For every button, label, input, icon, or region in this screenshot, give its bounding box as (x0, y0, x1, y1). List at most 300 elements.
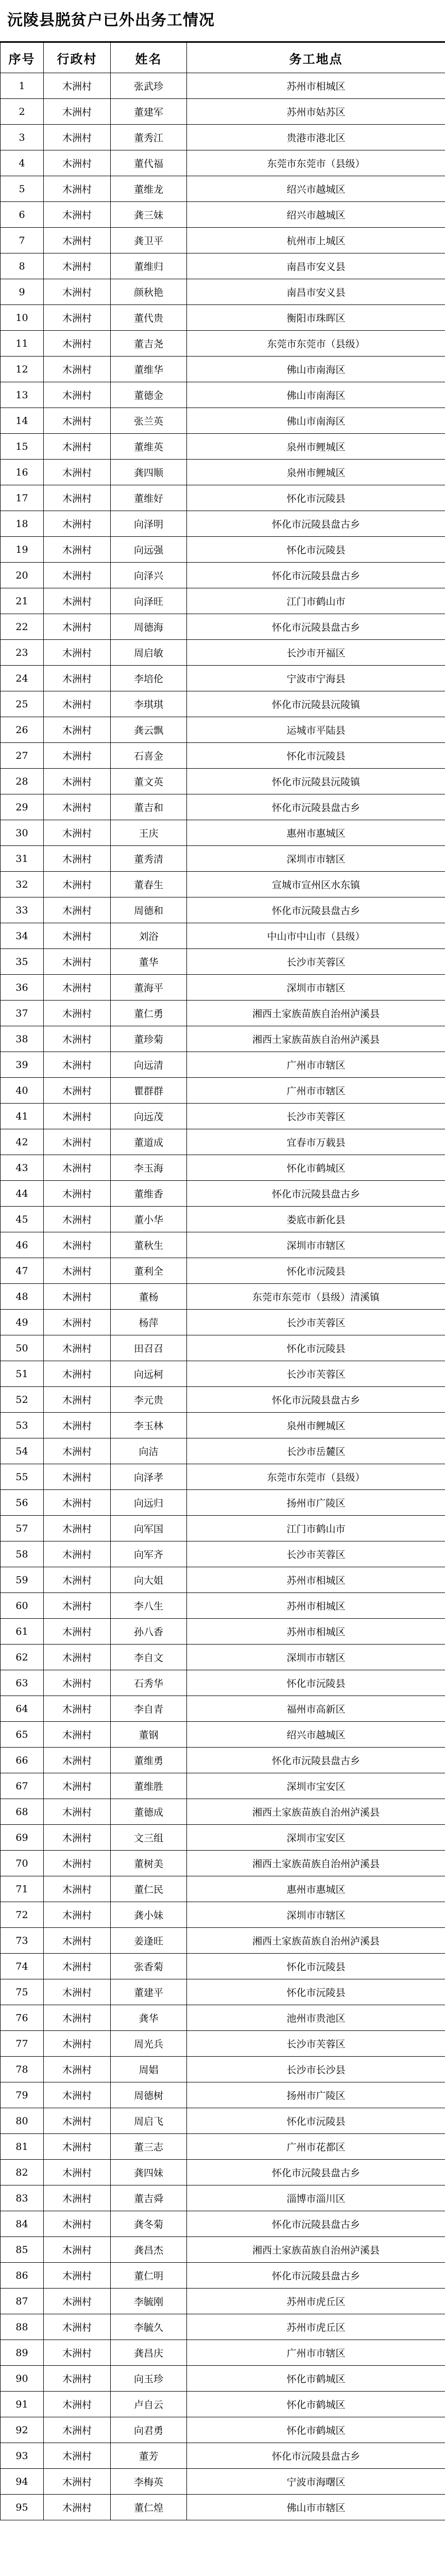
cell-name: 杨萍 (111, 1310, 187, 1335)
cell-index: 7 (1, 228, 44, 253)
table-row (1, 1310, 445, 1335)
cell-village: 木洲村 (44, 1541, 111, 1567)
cell-name: 周启飞 (111, 2108, 187, 2134)
cell-index: 34 (1, 923, 44, 949)
cell-index: 60 (1, 1593, 44, 1619)
cell-village: 木洲村 (44, 2057, 111, 2082)
table-row (1, 511, 445, 537)
cell-name: 李自青 (111, 1696, 187, 1722)
table-row (1, 1207, 445, 1232)
cell-index: 27 (1, 743, 44, 769)
cell-name: 龚冬菊 (111, 2211, 187, 2237)
cell-work-location: 泉州市鲤城区 (187, 434, 445, 460)
cell-village: 木洲村 (44, 1954, 111, 1979)
cell-village: 木洲村 (44, 1026, 111, 1052)
cell-village: 木洲村 (44, 1361, 111, 1387)
cell-index: 1 (1, 73, 44, 99)
cell-village: 木洲村 (44, 1438, 111, 1464)
table-row (1, 1773, 445, 1799)
cell-village: 木洲村 (44, 2392, 111, 2417)
table-row (1, 1696, 445, 1722)
cell-name: 李毓刚 (111, 2289, 187, 2314)
cell-index: 61 (1, 1619, 44, 1645)
cell-work-location: 深圳市市辖区 (187, 846, 445, 872)
cell-village: 木洲村 (44, 1335, 111, 1361)
table-row (1, 1026, 445, 1052)
cell-work-location: 怀化市沅陵县盘古乡 (187, 2211, 445, 2237)
cell-index: 50 (1, 1335, 44, 1361)
cell-name: 董仁煌 (111, 2495, 187, 2520)
table-row (1, 2289, 445, 2314)
cell-name: 向军齐 (111, 1541, 187, 1567)
cell-village: 木洲村 (44, 1928, 111, 1954)
cell-name: 张兰英 (111, 408, 187, 434)
cell-index: 79 (1, 2082, 44, 2108)
cell-village: 木洲村 (44, 253, 111, 279)
cell-index: 92 (1, 2417, 44, 2443)
cell-index: 40 (1, 1078, 44, 1104)
cell-village: 木洲村 (44, 1902, 111, 1928)
cell-village: 木洲村 (44, 897, 111, 923)
cell-index: 71 (1, 1876, 44, 1902)
cell-village: 木洲村 (44, 1490, 111, 1516)
cell-name: 瞿群群 (111, 1078, 187, 1104)
cell-village: 木洲村 (44, 511, 111, 537)
cell-index: 17 (1, 485, 44, 511)
cell-index: 31 (1, 846, 44, 872)
table-row (1, 2134, 445, 2160)
cell-name: 董芳 (111, 2443, 187, 2469)
cell-name: 董利全 (111, 1258, 187, 1284)
cell-village: 木洲村 (44, 331, 111, 357)
cell-index: 21 (1, 588, 44, 614)
table-row (1, 1979, 445, 2005)
cell-village: 木洲村 (44, 1310, 111, 1335)
table-row (1, 1541, 445, 1567)
cell-name: 龚四妹 (111, 2160, 187, 2185)
cell-index: 20 (1, 563, 44, 588)
cell-village: 木洲村 (44, 2469, 111, 2495)
cell-work-location: 苏州市相城区 (187, 1567, 445, 1593)
cell-work-location: 娄底市新化县 (187, 1207, 445, 1232)
table-row (1, 1464, 445, 1490)
cell-village: 木洲村 (44, 743, 111, 769)
table-row (1, 331, 445, 357)
cell-name: 李琪琪 (111, 691, 187, 717)
cell-village: 木洲村 (44, 408, 111, 434)
cell-village: 木洲村 (44, 357, 111, 382)
cell-name: 周德海 (111, 614, 187, 640)
cell-index: 32 (1, 872, 44, 897)
cell-index: 33 (1, 897, 44, 923)
cell-index: 63 (1, 1670, 44, 1696)
cell-index: 48 (1, 1284, 44, 1310)
cell-village: 木洲村 (44, 1851, 111, 1876)
table-row (1, 228, 445, 253)
cell-name: 周德树 (111, 2082, 187, 2108)
worker-table (0, 42, 445, 2520)
cell-village: 木洲村 (44, 1232, 111, 1258)
table-row (1, 1876, 445, 1902)
table-row (1, 1851, 445, 1876)
cell-village: 木洲村 (44, 176, 111, 202)
cell-work-location: 怀化市沅陵县盘古乡 (187, 2263, 445, 2289)
cell-index: 95 (1, 2495, 44, 2520)
cell-village: 木洲村 (44, 1876, 111, 1902)
table-row (1, 176, 445, 202)
cell-work-location: 南昌市安义县 (187, 253, 445, 279)
cell-village: 木洲村 (44, 1001, 111, 1026)
cell-index: 65 (1, 1722, 44, 1748)
table-row (1, 357, 445, 382)
cell-work-location: 怀化市沅陵县沅陵镇 (187, 769, 445, 794)
cell-village: 木洲村 (44, 1052, 111, 1078)
cell-village: 木洲村 (44, 99, 111, 125)
cell-village: 木洲村 (44, 2314, 111, 2340)
cell-village: 木洲村 (44, 717, 111, 743)
cell-work-location: 怀化市沅陵县盘古乡 (187, 614, 445, 640)
cell-name: 张香菊 (111, 1954, 187, 1979)
cell-name: 董华 (111, 949, 187, 975)
table-row (1, 975, 445, 1001)
cell-village: 木洲村 (44, 1979, 111, 2005)
table-row (1, 1361, 445, 1387)
table-row (1, 2263, 445, 2289)
table-row (1, 2495, 445, 2520)
cell-name: 董春生 (111, 872, 187, 897)
table-row (1, 1722, 445, 1748)
cell-index: 73 (1, 1928, 44, 1954)
cell-village: 木洲村 (44, 2289, 111, 2314)
cell-village: 木洲村 (44, 2211, 111, 2237)
cell-village: 木洲村 (44, 666, 111, 691)
cell-index: 12 (1, 357, 44, 382)
cell-work-location: 深圳市市辖区 (187, 1645, 445, 1670)
cell-index: 18 (1, 511, 44, 537)
table-row (1, 1928, 445, 1954)
cell-name: 卢自云 (111, 2392, 187, 2417)
cell-index: 38 (1, 1026, 44, 1052)
table-row (1, 2392, 445, 2417)
cell-work-location: 怀化市沅陵县 (187, 1954, 445, 1979)
cell-index: 59 (1, 1567, 44, 1593)
table-row (1, 897, 445, 923)
cell-village: 木洲村 (44, 820, 111, 846)
cell-index: 68 (1, 1799, 44, 1825)
cell-name: 向洁 (111, 1438, 187, 1464)
table-row (1, 769, 445, 794)
cell-name: 董建军 (111, 99, 187, 125)
cell-work-location: 深圳市宝安区 (187, 1825, 445, 1851)
cell-index: 85 (1, 2237, 44, 2263)
cell-village: 木洲村 (44, 2005, 111, 2031)
cell-village: 木洲村 (44, 846, 111, 872)
table-row (1, 563, 445, 588)
cell-name: 董钢 (111, 1722, 187, 1748)
cell-work-location: 湘西土家族苗族自治州泸溪县 (187, 2237, 445, 2263)
cell-index: 3 (1, 125, 44, 150)
table-row (1, 1748, 445, 1773)
cell-work-location: 东莞市东莞市（县级）清溪镇 (187, 1284, 445, 1310)
cell-work-location: 苏州市虎丘区 (187, 2314, 445, 2340)
cell-index: 66 (1, 1748, 44, 1773)
cell-name: 李自文 (111, 1645, 187, 1670)
cell-village: 木洲村 (44, 1799, 111, 1825)
cell-name: 周娼 (111, 2057, 187, 2082)
table-row (1, 1825, 445, 1851)
cell-index: 62 (1, 1645, 44, 1670)
cell-work-location: 佛山市南海区 (187, 382, 445, 408)
cell-village: 木洲村 (44, 1567, 111, 1593)
cell-work-location: 池州市贵池区 (187, 2005, 445, 2031)
cell-index: 23 (1, 640, 44, 666)
cell-village: 木洲村 (44, 1825, 111, 1851)
cell-work-location: 怀化市沅陵县盘古乡 (187, 2443, 445, 2469)
cell-index: 94 (1, 2469, 44, 2495)
cell-index: 69 (1, 1825, 44, 1851)
table-row (1, 1284, 445, 1310)
cell-work-location: 怀化市沅陵县盘古乡 (187, 511, 445, 537)
cell-name: 向远强 (111, 537, 187, 563)
cell-index: 51 (1, 1361, 44, 1387)
cell-work-location: 淄博市淄川区 (187, 2185, 445, 2211)
table-row (1, 2185, 445, 2211)
table-row (1, 1001, 445, 1026)
cell-work-location: 中山市中山市（县级） (187, 923, 445, 949)
cell-index: 13 (1, 382, 44, 408)
cell-name: 董代贵 (111, 305, 187, 331)
table-row (1, 99, 445, 125)
cell-village: 木洲村 (44, 228, 111, 253)
cell-index: 30 (1, 820, 44, 846)
cell-work-location: 长沙市岳麓区 (187, 1438, 445, 1464)
cell-work-location: 宣城市宣州区水东镇 (187, 872, 445, 897)
cell-name: 龚四顺 (111, 460, 187, 485)
cell-index: 4 (1, 150, 44, 176)
cell-name: 董维胜 (111, 1773, 187, 1799)
cell-village: 木洲村 (44, 460, 111, 485)
cell-village: 木洲村 (44, 2417, 111, 2443)
cell-work-location: 苏州市相城区 (187, 1593, 445, 1619)
table-row (1, 614, 445, 640)
cell-name: 董吉舜 (111, 2185, 187, 2211)
cell-work-location: 怀化市沅陵县 (187, 2108, 445, 2134)
cell-village: 木洲村 (44, 1284, 111, 1310)
table-row (1, 1799, 445, 1825)
table-row (1, 460, 445, 485)
cell-name: 向大姐 (111, 1567, 187, 1593)
cell-work-location: 深圳市市辖区 (187, 975, 445, 1001)
cell-village: 木洲村 (44, 1773, 111, 1799)
cell-work-location: 南昌市安义县 (187, 279, 445, 305)
table-row (1, 1155, 445, 1181)
cell-village: 木洲村 (44, 1670, 111, 1696)
cell-village: 木洲村 (44, 2031, 111, 2057)
table-row (1, 1567, 445, 1593)
cell-index: 11 (1, 331, 44, 357)
header-work-location: 务工地点 (187, 43, 445, 73)
cell-village: 木洲村 (44, 434, 111, 460)
cell-work-location: 东莞市东莞市（县级） (187, 150, 445, 176)
cell-name: 向远茂 (111, 1104, 187, 1129)
cell-work-location: 运城市平陆县 (187, 717, 445, 743)
cell-work-location: 泉州市鲤城区 (187, 460, 445, 485)
table-row (1, 1181, 445, 1207)
cell-work-location: 怀化市沅陵县盘古乡 (187, 1181, 445, 1207)
cell-village: 木洲村 (44, 1722, 111, 1748)
cell-village: 木洲村 (44, 2366, 111, 2392)
table-row (1, 1387, 445, 1413)
cell-index: 24 (1, 666, 44, 691)
cell-name: 董吉尧 (111, 331, 187, 357)
cell-village: 木洲村 (44, 1645, 111, 1670)
cell-work-location: 怀化市沅陵县 (187, 1335, 445, 1361)
header-village: 行政村 (44, 43, 111, 73)
cell-work-location: 广州市市辖区 (187, 2340, 445, 2366)
cell-work-location: 怀化市沅陵县 (187, 1258, 445, 1284)
cell-work-location: 怀化市沅陵县 (187, 485, 445, 511)
cell-work-location: 江门市鹤山市 (187, 588, 445, 614)
cell-name: 石秀华 (111, 1670, 187, 1696)
cell-name: 董仁勇 (111, 1001, 187, 1026)
cell-village: 木洲村 (44, 485, 111, 511)
cell-work-location: 长沙市芙蓉区 (187, 1541, 445, 1567)
cell-village: 木洲村 (44, 1129, 111, 1155)
cell-village: 木洲村 (44, 2495, 111, 2520)
cell-index: 41 (1, 1104, 44, 1129)
cell-work-location: 杭州市上城区 (187, 228, 445, 253)
cell-village: 木洲村 (44, 1516, 111, 1541)
cell-name: 向远归 (111, 1490, 187, 1516)
table-row (1, 1516, 445, 1541)
cell-work-location: 深圳市市辖区 (187, 1232, 445, 1258)
cell-index: 64 (1, 1696, 44, 1722)
cell-name: 向泽旺 (111, 588, 187, 614)
cell-name: 石喜金 (111, 743, 187, 769)
table-row (1, 2469, 445, 2495)
table-row (1, 1129, 445, 1155)
cell-village: 木洲村 (44, 1696, 111, 1722)
cell-name: 董维香 (111, 1181, 187, 1207)
table-row (1, 1954, 445, 1979)
cell-work-location: 江门市鹤山市 (187, 1516, 445, 1541)
cell-name: 周德和 (111, 897, 187, 923)
cell-work-location: 长沙市长沙县 (187, 2057, 445, 2082)
cell-village: 木洲村 (44, 691, 111, 717)
cell-name: 董杨 (111, 1284, 187, 1310)
cell-index: 35 (1, 949, 44, 975)
cell-work-location: 绍兴市越城区 (187, 202, 445, 228)
table-row (1, 73, 445, 99)
cell-work-location: 惠州市惠城区 (187, 1876, 445, 1902)
cell-work-location: 怀化市沅陵县盘古乡 (187, 563, 445, 588)
cell-name: 文三组 (111, 1825, 187, 1851)
cell-village: 木洲村 (44, 382, 111, 408)
cell-name: 董维好 (111, 485, 187, 511)
cell-index: 81 (1, 2134, 44, 2160)
table-row (1, 125, 445, 150)
cell-index: 67 (1, 1773, 44, 1799)
cell-work-location: 苏州市相城区 (187, 1619, 445, 1645)
cell-work-location: 东莞市东莞市（县级） (187, 331, 445, 357)
cell-index: 80 (1, 2108, 44, 2134)
cell-index: 86 (1, 2263, 44, 2289)
cell-index: 83 (1, 2185, 44, 2211)
cell-work-location: 深圳市宝安区 (187, 1773, 445, 1799)
cell-village: 木洲村 (44, 2160, 111, 2185)
cell-work-location: 佛山市南海区 (187, 408, 445, 434)
table-row (1, 2082, 445, 2108)
header-index: 序号 (1, 43, 44, 73)
cell-village: 木洲村 (44, 640, 111, 666)
cell-work-location: 宁波市海曙区 (187, 2469, 445, 2495)
table-row (1, 485, 445, 511)
cell-index: 74 (1, 1954, 44, 1979)
cell-work-location: 怀化市沅陵县盘古乡 (187, 2160, 445, 2185)
cell-village: 木洲村 (44, 2134, 111, 2160)
cell-village: 木洲村 (44, 2185, 111, 2211)
table-row (1, 150, 445, 176)
table-row (1, 794, 445, 820)
cell-name: 董秀清 (111, 846, 187, 872)
table-row (1, 1258, 445, 1284)
cell-work-location: 佛山市南海区 (187, 357, 445, 382)
table-row (1, 872, 445, 897)
table-row (1, 2005, 445, 2031)
cell-name: 向泽孝 (111, 1464, 187, 1490)
cell-index: 57 (1, 1516, 44, 1541)
table-row (1, 1593, 445, 1619)
cell-village: 木洲村 (44, 2237, 111, 2263)
cell-work-location: 湘西土家族苗族自治州泸溪县 (187, 1799, 445, 1825)
cell-work-location: 怀化市沅陵县盘古乡 (187, 1748, 445, 1773)
table-row (1, 382, 445, 408)
table-row (1, 1413, 445, 1438)
table-row (1, 640, 445, 666)
table-row (1, 588, 445, 614)
cell-village: 木洲村 (44, 1464, 111, 1490)
page-title: 沅陵县脱贫户已外出务工情况 (0, 0, 445, 42)
cell-work-location: 衡阳市珠晖区 (187, 305, 445, 331)
cell-index: 29 (1, 794, 44, 820)
cell-village: 木洲村 (44, 1078, 111, 1104)
cell-village: 木洲村 (44, 1207, 111, 1232)
cell-index: 47 (1, 1258, 44, 1284)
cell-work-location: 怀化市沅陵县盘古乡 (187, 1387, 445, 1413)
cell-work-location: 长沙市芙蓉区 (187, 1361, 445, 1387)
cell-name: 刘浴 (111, 923, 187, 949)
table-row (1, 949, 445, 975)
cell-name: 董珍菊 (111, 1026, 187, 1052)
cell-village: 木洲村 (44, 305, 111, 331)
cell-index: 37 (1, 1001, 44, 1026)
table-row (1, 743, 445, 769)
cell-index: 78 (1, 2057, 44, 2082)
cell-work-location: 湘西土家族苗族自治州泸溪县 (187, 1928, 445, 1954)
cell-name: 向泽兴 (111, 563, 187, 588)
cell-work-location: 长沙市芙蓉区 (187, 949, 445, 975)
cell-index: 26 (1, 717, 44, 743)
cell-index: 46 (1, 1232, 44, 1258)
cell-index: 14 (1, 408, 44, 434)
cell-name: 李八生 (111, 1593, 187, 1619)
cell-index: 53 (1, 1413, 44, 1438)
cell-village: 木洲村 (44, 279, 111, 305)
cell-index: 72 (1, 1902, 44, 1928)
table-header-row (1, 43, 445, 73)
cell-work-location: 宜春市万载县 (187, 1129, 445, 1155)
table-row (1, 2417, 445, 2443)
